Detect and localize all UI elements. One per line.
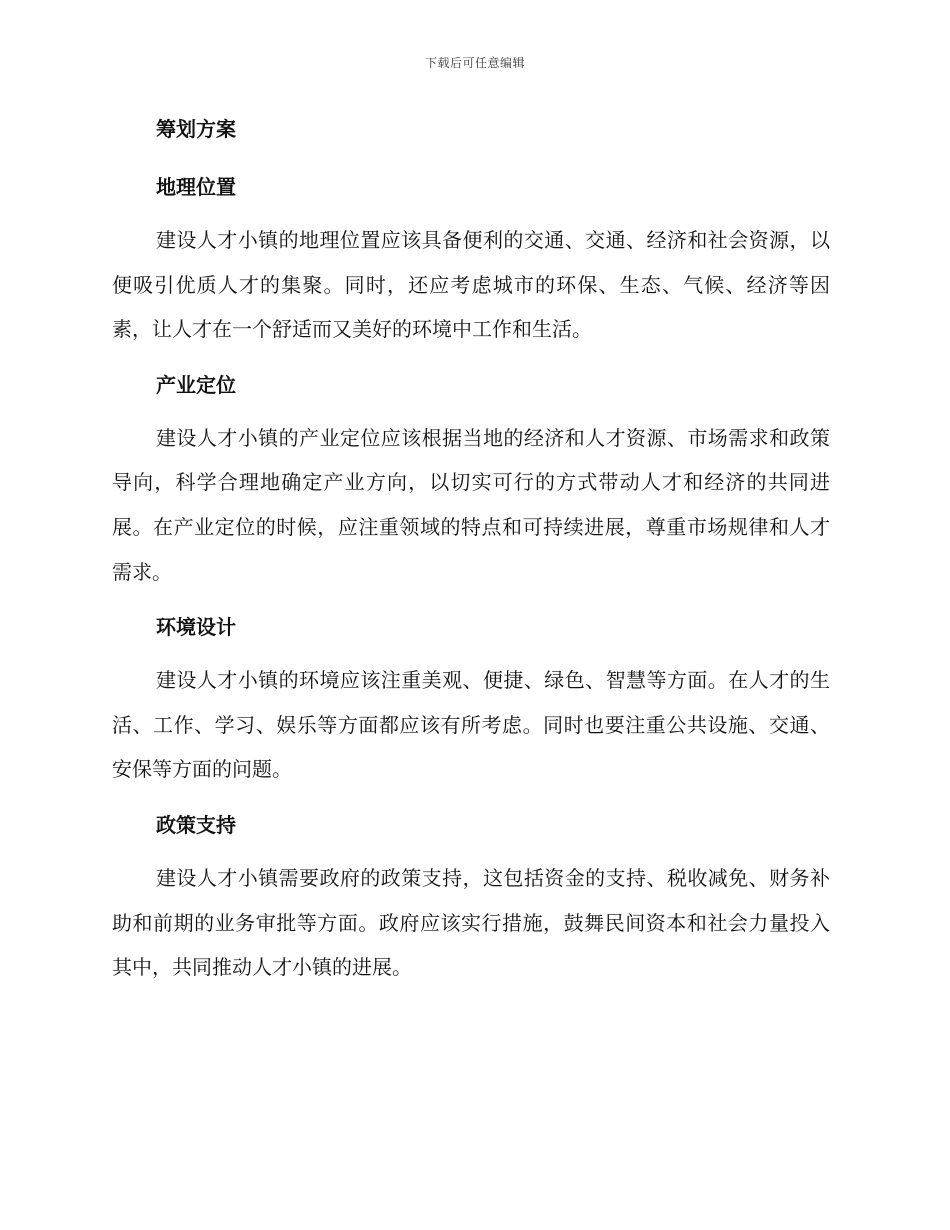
section-location xyxy=(112,170,830,368)
section-policy xyxy=(112,808,830,990)
section-paragraph: 建设人才小镇的产业定位应该根据当地的经济和人才资源、市场需求和政策导向，科学合理地确定产业方向，以切实可行的方式带动人才和经济的共同进展。在产业定位的时候，应注重领域的特点和可持续进展，尊重市场规律和人才需求。 xyxy=(112,425,830,584)
section-heading: 地理位置 xyxy=(156,175,236,199)
section-paragraph: 建设人才小镇需要政府的政策支持，这包括资金的支持、税收减免、财务补助和前期的业务审批等方面。政府应该实行措施，鼓舞民间资本和社会力量投入其中，共同推动人才小镇的进展。 xyxy=(112,865,830,980)
section-industry xyxy=(112,368,830,610)
section-heading: 产业定位 xyxy=(156,372,236,397)
section-paragraph: 建设人才小镇的地理位置应该具备便利的交通、交通、经济和社会资源，以便吸引优质人才的集聚。同时，还应考虑城市的环保、生态、气候、经济等因素，让人才在一个舒适而又美好的环境中工作和生活。 xyxy=(112,228,830,342)
header-note: 下载后可任意编辑 xyxy=(424,56,525,70)
document-body xyxy=(112,112,830,990)
section-paragraph: 建设人才小镇的环境应该注重美观、便捷、绿色、智慧等方面。在人才的生活、工作、学习、娱乐等方面都应该有所考虑。同时也要注重公共设施、交通、安保等方面的问题。 xyxy=(112,668,830,782)
section-environment xyxy=(112,610,830,808)
document-title: 筹划方案 xyxy=(156,117,236,141)
section-heading: 环境设计 xyxy=(156,615,236,640)
section-heading: 政策支持 xyxy=(156,812,236,837)
